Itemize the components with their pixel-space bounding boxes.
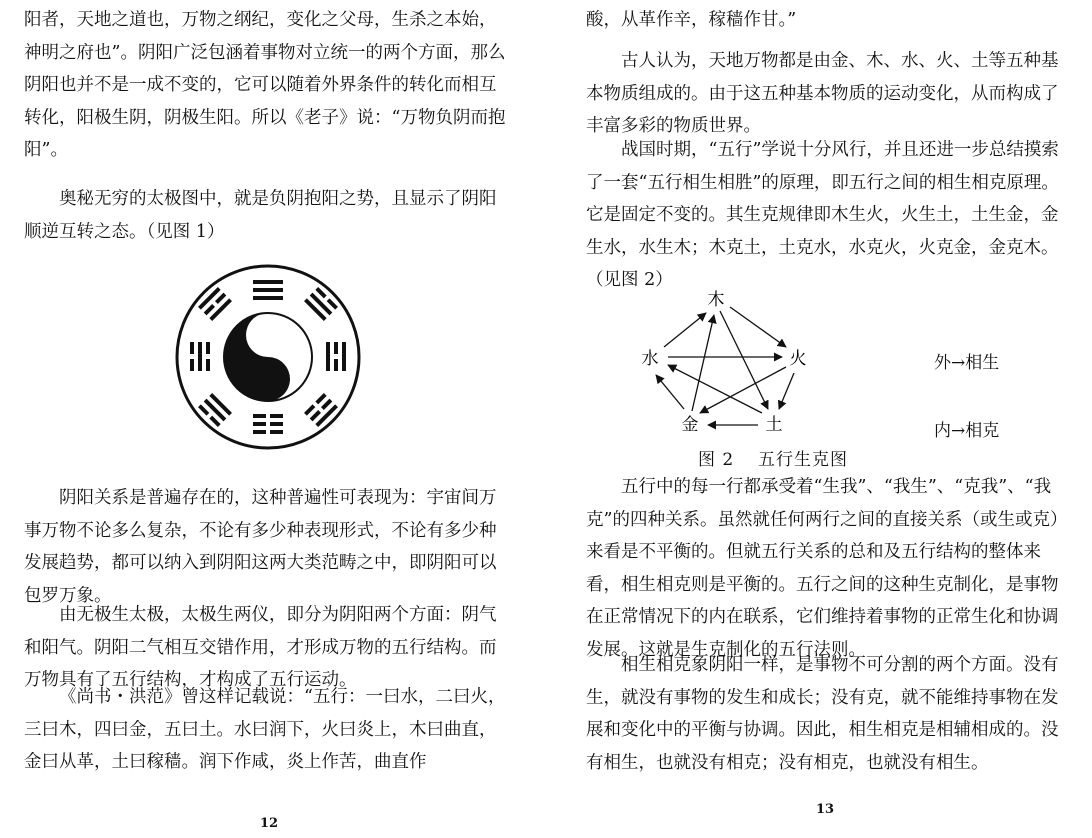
arrow-water-wood <box>664 313 706 347</box>
node-wood: 木 <box>707 290 725 310</box>
paragraph: 阳者，天地之道也，万物之纲纪，变化之父母，生杀之本始，神明之府也”。阴阳广泛包涵着事物对立统一的两个方面，那么阴阳也并不是一成不变的，它可以随着外界条件的转化而相互转化，阳极生阴，阴极生阳。所以《老子》说：“万物负阴而抱阳”。 <box>24 10 506 160</box>
arrow-wood-earth <box>720 311 768 409</box>
yin-yang-icon <box>224 313 312 401</box>
paragraph: 战国时期，“五行”学说十分风行，并且还进一步总结摸索了一套“五行相生相胜”的原理，即五行之间的相生相克原理。它是固定不变的。其生克规律即木生火，火生土，土生金，金生水，水生木；木克土，土克水，水克火，火克金，金克木。（见图 2） <box>586 140 1059 290</box>
paragraph: 相生相克象阴阳一样，是事物不可分割的两个方面。没有生，就没有事物的发生和成长；没有克，就不能维持事物在发展和变化中的平衡与协调。因此，相生相克是相辅相成的。没有相生，也就没有相克；没有相克，也就没有相生。 <box>586 655 1059 773</box>
figure-caption-title: 五行生克图 <box>758 450 848 470</box>
legend-outer: 外→相生 <box>934 353 1000 373</box>
paragraph: 阴阳关系是普遍存在的，这种普遍性可表现为：宇宙间万事万物不论多么复杂，不论有多少种表现形式，不论有多少种发展趋势，都可以纳入到阴阳这两大类范畴之中，即阴阳可以包罗万象。 <box>24 488 497 606</box>
page-number: 12 <box>260 816 279 831</box>
five-elements-diagram <box>626 285 826 440</box>
page-number: 13 <box>816 802 835 817</box>
paragraph: 酸，从革作辛，稼穑作甘。” <box>586 10 797 30</box>
node-earth: 土 <box>765 415 783 435</box>
arrow-wood-fire <box>730 307 786 347</box>
right-page <box>546 0 1092 838</box>
node-fire: 火 <box>789 349 807 369</box>
node-water: 水 <box>641 349 659 369</box>
paragraph: 古人认为，天地万物都是由金、木、水、火、土等五种基本物质组成的。由于这五种基本物质的运动变化，从而构成了丰富多彩的物质世界。 <box>586 51 1059 136</box>
node-metal: 金 <box>681 415 699 435</box>
arrow-fire-metal <box>700 367 786 413</box>
paragraph: 五行中的每一行都承受着“生我”、“我生”、“克我”、“我克”的四种关系。虽然就任何两行之间的直接关系（或生或克）来看是不平衡的。但就五行关系的总和及五行结构的整体来看，相生相克则是平衡的。五行之间的这种生克制化，是事物在正常情况下的内在联系，它们维持着事物的正常生化和协调发展。这就是生克制化的五行法则。 <box>586 477 1068 660</box>
figure-caption-number: 图 2 <box>698 450 735 470</box>
paragraph: 奥秘无穷的太极图中，就是负阴抱阳之势，且显示了阴阳顺逆互转之态。（见图 1） <box>24 189 497 242</box>
taiji-bagua-figure <box>173 262 363 452</box>
paragraph: 由无极生太极，太极生两仪，即分为阴阳两个方面：阴气和阳气。阴阳二气相互交错作用，才形成万物的五行结构。而万物具有了五行结构，才构成了五行运动。 <box>24 605 497 690</box>
trigram-icon <box>253 280 283 300</box>
arrow-metal-wood <box>692 315 714 411</box>
legend-inner: 内→相克 <box>934 421 1000 441</box>
paragraph: 《尚书・洪范》曾这样记载说：“五行：一曰水，二曰火，三曰木，四曰金，五曰土。水曰润下，火曰炎上，木曰曲直，金曰从革，土曰稼穑。润下作咸，炎上作苦，曲直作 <box>24 687 506 772</box>
arrow-metal-water <box>656 375 684 409</box>
arrow-fire-earth <box>779 373 794 409</box>
